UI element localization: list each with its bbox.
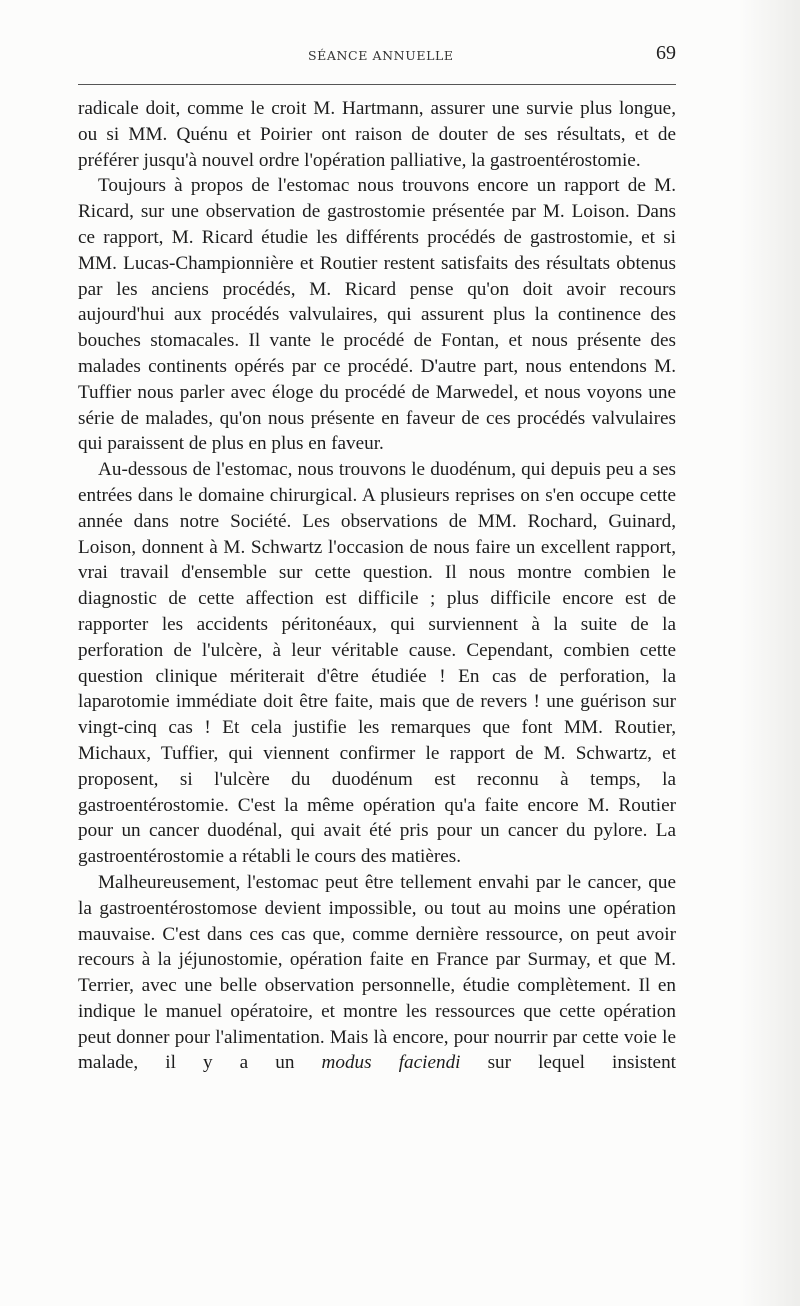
page-number: 69 [656,42,676,64]
paragraph-4 [78,870,676,1076]
body-text [78,96,676,1076]
paragraph-3: Au-dessous de l'estomac, nous trouvons le duodénum, qui depuis peu a ses entrées dans le domaine chirurgical. A plusieurs reprises on s'en occupe cette année dans notre Société. Les observations de MM. Rochard, Guinard, Loison, donnent à M. Schwartz l'occasion de nous faire un excellent rapport, vrai travail d'ensemble sur cette question. Il nous montre combien le diagnostic de cette affection est difficile ; plus difficile encore est de rapporter les accidents péritonéaux, qui surviennent à la suite de la perforation de l'ulcère, à leur véritable cause. Cependant, combien cette question clinique mériterait d'être étudiée ! En cas de perforation, la laparotomie immédiate doit être faite, mais que de revers ! une guérison sur vingt-cinq cas ! Et cela justifie les remarques que font MM. Routier, Michaux, Tuffier, qui viennent confirmer le rapport de M. Schwartz, et proposent, si l'ulcère du duodénum est reconnu à temps, la gastroentérostomie. C'est la même opération qu'a faite encore M. Routier pour un cancer duodénal, qui avait été pris pour un cancer du pylore. La gastroentérostomie a rétabli le cours des matières. [78,459,676,868]
paragraph-4-tail: sur lequel insistent [460,1052,677,1074]
page-header [78,38,676,68]
header-rule [78,84,676,85]
paragraph-4-text: Malheureusement, l'estomac peut être tellement envahi par le cancer, que la gastroentérostomose devient impossible, ou tout au moins une opération mauvaise. C'est dans ces cas que, comme dernière ressource, on peut avoir recours à la jéjunostomie, opération faite en France par Surmay, et que M. Terrier, avec une belle observation personnelle, étudie complètement. Il en indique le manuel opératoire, et montre les ressources que cette opération peut donner pour l'alimentation. Mais là encore, pour nourrir par cette voie le malade, il y a un [78,871,676,1074]
running-title: SÉANCE ANNUELLE [308,48,454,63]
page-edge-shadow [740,0,800,1306]
paragraph-1: radicale doit, comme le croit M. Hartmann, assurer une survie plus longue, ou si MM. Quénu et Poirier ont raison de douter de ses résultats, et de préférer jusqu'à nouvel ordre l'opération palliative, la gastroentérostomie. [78,98,676,171]
paragraph-2: Toujours à propos de l'estomac nous trouvons encore un rapport de M. Ricard, sur une observation de gastrostomie présentée par M. Loison. Dans ce rapport, M. Ricard étudie les différents procédés de gastrostomie, et si MM. Lucas-Championnière et Routier restent satisfaits des résultats obtenus par les anciens procédés, M. Ricard pense qu'on doit avoir recours aujourd'hui aux procédés valvulaires, qui assurent plus la continence des bouches stomacales. Il vante le procédé de Fontan, et nous présente des malades continents opérés par ce procédé. D'autre part, nous entendons M. Tuffier nous parler avec éloge du procédé de Marwedel, et nous voyons une série de malades, qu'on nous présente en faveur de ces procédés valvulaires qui paraissent de plus en plus en faveur. [78,175,676,455]
italic-phrase: modus faciendi [321,1052,461,1074]
